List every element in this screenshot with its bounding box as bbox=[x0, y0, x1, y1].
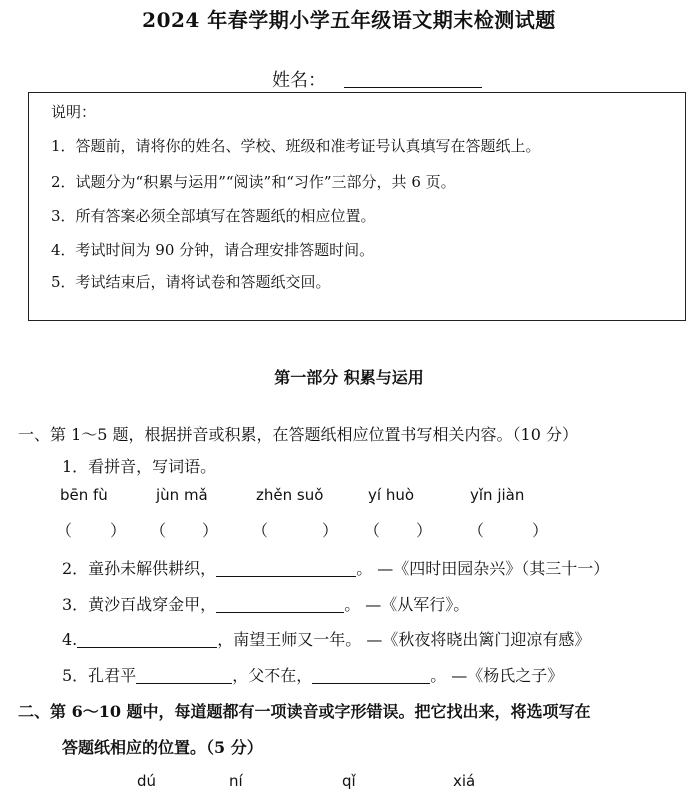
sub-5-middle: ，父不在， bbox=[232, 666, 313, 685]
instruction-item: 4．考试时间为 90 分钟，请合理安排答题时间。 bbox=[51, 241, 375, 259]
pinyin-q6-3: qǐ bbox=[342, 772, 356, 790]
pinyin-q6-4: xiá bbox=[453, 772, 476, 790]
question-1-sub-2 bbox=[62, 556, 609, 579]
question-2-heading-cont: 答题纸相应的位置。（5 分） bbox=[62, 738, 263, 757]
answer-paren-open: （ bbox=[468, 521, 485, 540]
fill-blank[interactable] bbox=[136, 665, 232, 684]
fill-blank[interactable] bbox=[312, 665, 430, 684]
sub-4-source: ，南望王师又一年。 —《秋夜将晓出篱门迎凉有感》 bbox=[217, 630, 591, 649]
answer-paren-open: （ bbox=[56, 521, 73, 540]
sub-5-prompt: 5．孔君平 bbox=[62, 666, 137, 685]
sub-3-prompt: 3．黄沙百战穿金甲， bbox=[62, 595, 217, 614]
question-1-sub-3 bbox=[62, 592, 469, 615]
exam-title: 2024 年春学期小学五年级语文期末检测试题 bbox=[142, 8, 556, 32]
instruction-item: 1．答题前，请将你的姓名、学校、班级和准考证号认真填写在答题纸上。 bbox=[51, 137, 541, 155]
pinyin-2: jùn mǎ bbox=[156, 486, 208, 504]
answer-paren-close: ） bbox=[110, 521, 127, 540]
answer-paren-close: ） bbox=[416, 521, 433, 540]
section-title: 第一部分 积累与运用 bbox=[274, 368, 424, 387]
answer-paren-open: （ bbox=[252, 521, 269, 540]
fill-blank[interactable] bbox=[77, 629, 217, 648]
answer-paren-open: （ bbox=[364, 521, 381, 540]
sub-4-number: 4. bbox=[62, 630, 78, 649]
answer-paren-close: ） bbox=[532, 521, 549, 540]
answer-paren-close: ） bbox=[202, 521, 219, 540]
pinyin-q6-1: dú bbox=[137, 772, 157, 790]
instruction-item: 5．考试结束后，请将试卷和答题纸交回。 bbox=[51, 273, 331, 291]
fill-blank[interactable] bbox=[216, 558, 356, 577]
pinyin-5: yǐn jiàn bbox=[470, 486, 525, 504]
name-blank[interactable] bbox=[344, 69, 482, 88]
answer-paren-open: （ bbox=[150, 521, 167, 540]
name-row bbox=[272, 66, 482, 92]
instructions-heading: 说明： bbox=[51, 103, 97, 121]
answer-paren-close: ） bbox=[322, 521, 339, 540]
pinyin-4: yí huò bbox=[368, 486, 415, 504]
question-1-heading: 一、第 1～5 题，根据拼音或积累，在答题纸相应位置书写相关内容。（10 分） bbox=[18, 425, 578, 444]
instruction-item: 3．所有答案必须全部填写在答题纸的相应位置。 bbox=[51, 207, 376, 225]
fill-blank[interactable] bbox=[216, 594, 344, 613]
instruction-item: 2．试题分为“积累与运用”“阅读”和“习作”三部分，共 6 页。 bbox=[51, 173, 456, 191]
question-2-heading: 二、第 6～10 题中，每道题都有一项读音或字形错误。把它找出来，将选项写在 bbox=[18, 702, 591, 721]
pinyin-1: bēn fù bbox=[60, 486, 108, 504]
instructions-box bbox=[28, 92, 686, 321]
sub-3-source: 。 —《从军行》。 bbox=[344, 595, 470, 614]
sub-2-source: 。 —《四时田园杂兴》（其三十一） bbox=[356, 559, 610, 578]
sub-2-prompt: 2．童孙未解供耕织， bbox=[62, 559, 217, 578]
name-label: 姓名： bbox=[272, 70, 326, 91]
pinyin-3: zhěn suǒ bbox=[256, 486, 324, 504]
question-1-sub-5 bbox=[62, 663, 563, 686]
question-1-sub-1: 1．看拼音，写词语。 bbox=[62, 457, 217, 476]
pinyin-q6-2: ní bbox=[229, 772, 243, 790]
question-1-sub-4 bbox=[62, 627, 590, 650]
sub-5-source: 。 —《杨氏之子》 bbox=[430, 666, 564, 685]
